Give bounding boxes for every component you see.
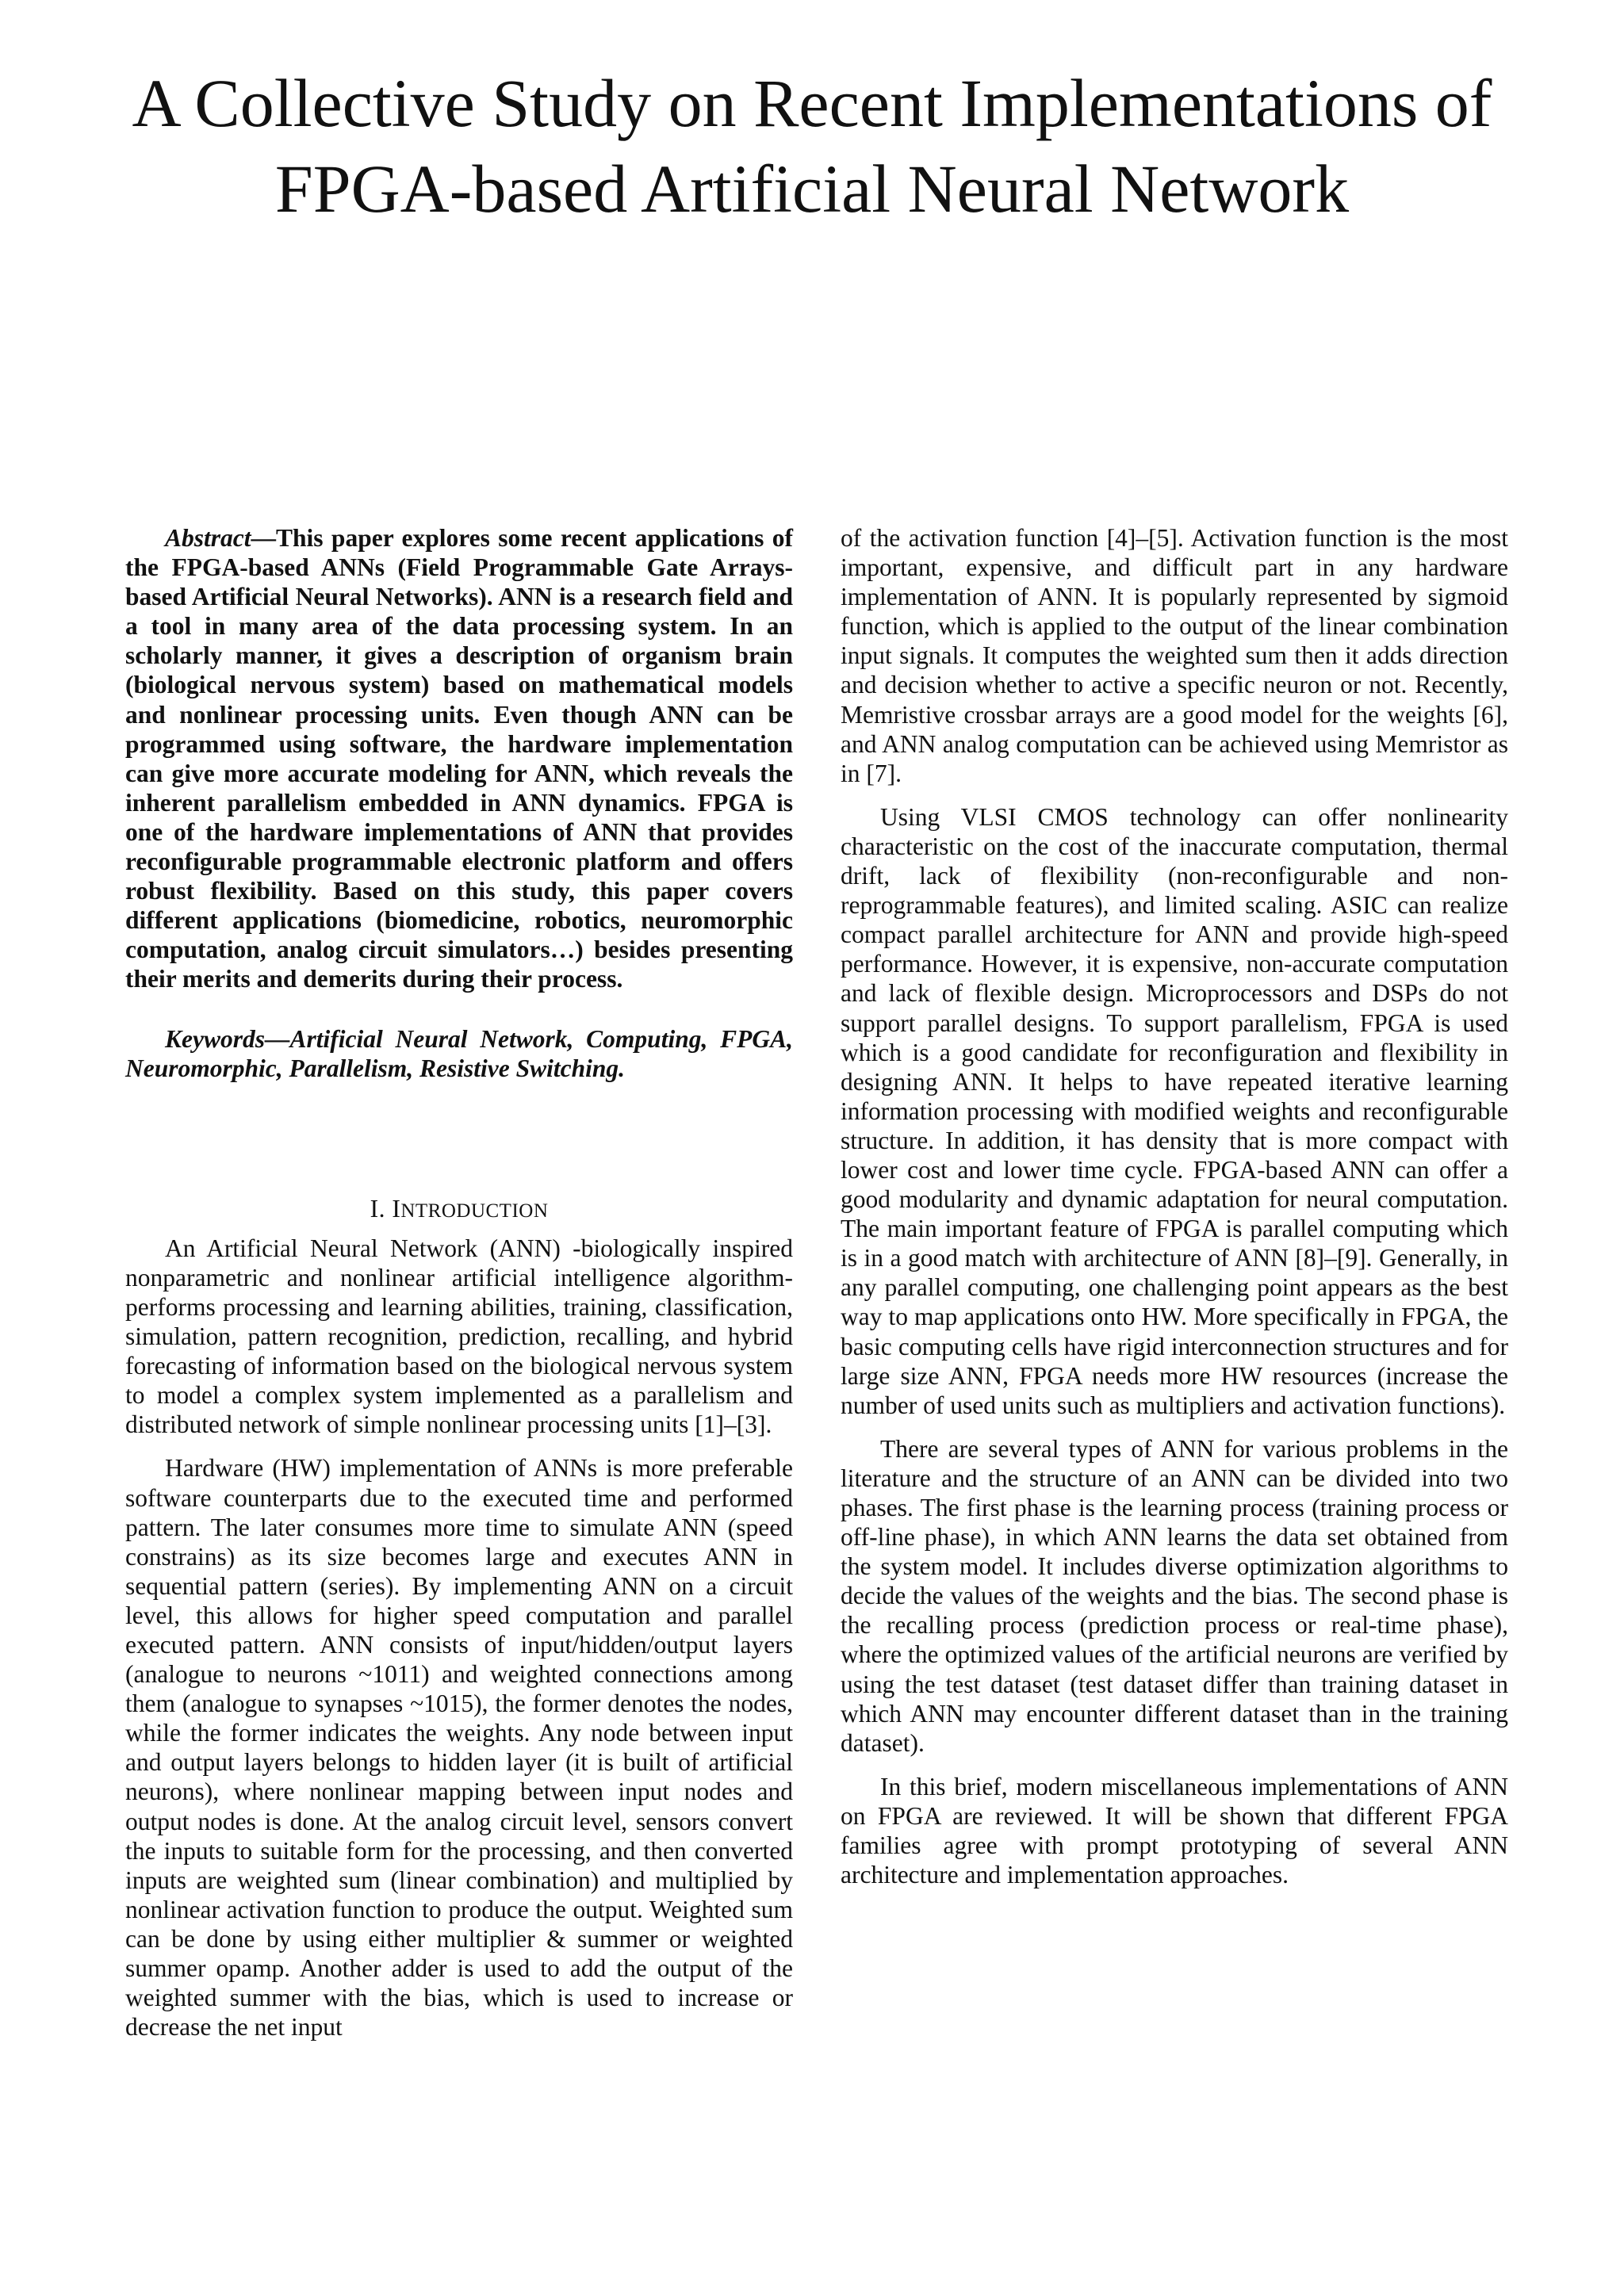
section-number: I. [370, 1194, 385, 1223]
right-paragraph-1: of the activation function [4]–[5]. Activation function is the most important, expensive, and difficult part in any hardware implementation of ANN. It is popularly represented by sigmoid function, which is applied to the output of the linear combination input signals. It computes the weighted sum then it adds direction and decision whether to active a specific neuron or not. Recently, Memristive crossbar arrays are a good model for the weights [6], and ANN analog computation can be achieved using Memristor as in [7]. [841, 524, 1508, 787]
right-paragraph-2: Using VLSI CMOS technology can offer nonlinearity characteristic on the cost of the inaccurate computation, thermal drift, lack of flexibility (non-reconfigurable and non-reprogrammable features), and limited scaling. ASIC can realize compact parallel architecture for ANN and provide high-speed performance. However, it is expensive, non-accurate computation and lack of flexible design. Microprocessors and DSPs do not support parallel designs. To support parallelism, FPGA is used which is a good candidate for reconfiguration and flexibility in designing ANN. It helps to have repeated iterative learning information processing with modified weights and reconfigurable structure. In addition, it has density that is more compact with lower cost and lower time cycle. FPGA-based ANN can offer a good modularity and dynamic adaptation for neural computation. The main important feature of FPGA is parallel computing which is in a good match with architecture of ANN [8]–[9]. Generally, in any parallel computing, one challenging point appears as the best way to map applications onto HW. More specifically in FPGA, the basic computing cells have rigid interconnection structures and for large size ANN, FPGA needs more HW resources (increase the number of used units such as multipliers and activation functions). [841, 802, 1508, 1419]
left-column [125, 523, 793, 2042]
right-paragraph-4: In this brief, modern miscellaneous implementations of ANN on FPGA are reviewed. It will be shown that different FPGA families agree with prompt prototyping of several ANN architecture and implementation approaches. [841, 1772, 1508, 1889]
keywords-paragraph [125, 1024, 793, 1083]
abstract-paragraph [125, 523, 793, 994]
intro-paragraph-2: Hardware (HW) implementation of ANNs is more preferable software counterparts due to the executed time and performed pattern. The later consumes more time to simulate ANN (speed constrains) as its size becomes large and executes ANN in sequential pattern (series). By implementing ANN on a circuit level, this allows for higher speed computation and parallel executed pattern. ANN consists of input/hidden/output layers (analogue to neurons ~1011) and weighted connections among them (analogue to synapses ~1015), the former denotes the nodes, while the former indicates the weights. Any node between input and output layers belongs to hidden layer (it is built of artificial neurons), where nonlinear mapping between input nodes and output nodes is done. At the analog circuit level, sensors convert the inputs to suitable form for the processing, and then converted inputs are weighted sum (linear combination) and multiplied by nonlinear activation function to produce the output. Weighted sum can be done by using either multiplier & summer or weighted summer opamp. Another adder is used to add the output of the weighted summer with the bias, which is used to increase or decrease the net input [125, 1454, 793, 2042]
right-paragraph-3: There are several types of ANN for various problems in the literature and the structure of an ANN can be divided into two phases. The first phase is the learning process (training process or off-line phase), in which ANN learns the data set obtained from the system model. It includes diverse optimization algorithms to decide the values of the weights and the bias. The second phase is the recalling process (prediction process or real-time phase), where the optimized values of the artificial neurons are verified by using the test dataset (test dataset differ than training dataset in which ANN may encounter different dataset than in the training dataset). [841, 1434, 1508, 1757]
keywords-text: —Artificial Neural Network, Computing, FPGA, Neuromorphic, Parallelism, Resistive Switching. [125, 1024, 793, 1082]
intro-paragraph-1: An Artificial Neural Network (ANN) -biologically inspired nonparametric and nonlinear artificial intelligence algorithm- performs processing and learning abilities, training, classification, simulation, pattern recognition, prediction, recalling, and hybrid forecasting of information based on the biological nervous system to model a complex system implemented as a parallelism and distributed network of simple nonlinear processing units [1]–[3]. [125, 1234, 793, 1439]
right-column [841, 523, 1508, 1889]
keywords-label: Keywords [165, 1024, 265, 1053]
section-heading-introduction [125, 1194, 793, 1226]
section-title-rest: NTRODUCTION [400, 1200, 549, 1222]
abstract-label: Abstract [165, 524, 251, 552]
title-line-2: FPGA-based Artificial Neural Network [274, 151, 1350, 227]
section-title-initial: I [392, 1194, 401, 1223]
title-line-1: A Collective Study on Recent Implementations of [132, 65, 1492, 141]
abstract-text: —This paper explores some recent applications of the FPGA-based ANNs (Field Programmable Gate Arrays-based Artificial Neural Networks). ANN is a research field and a tool in many area of the data processing system. In an scholarly manner, it gives a description of organism brain (biological nervous system) based on mathematical models and nonlinear processing units. Even though ANN can be programmed using software, the hardware implementation can give more accurate modeling for ANN, which reveals the inherent parallelism embedded in ANN dynamics. FPGA is one of the hardware implementations of ANN that provides reconfigurable programmable electronic platform and offers robust flexibility. Based on this study, this paper covers different applications (biomedicine, robotics, neuromorphic computation, analog circuit simulators…) besides presenting their merits and demerits during their process. [125, 524, 793, 993]
paper-title [95, 60, 1529, 232]
